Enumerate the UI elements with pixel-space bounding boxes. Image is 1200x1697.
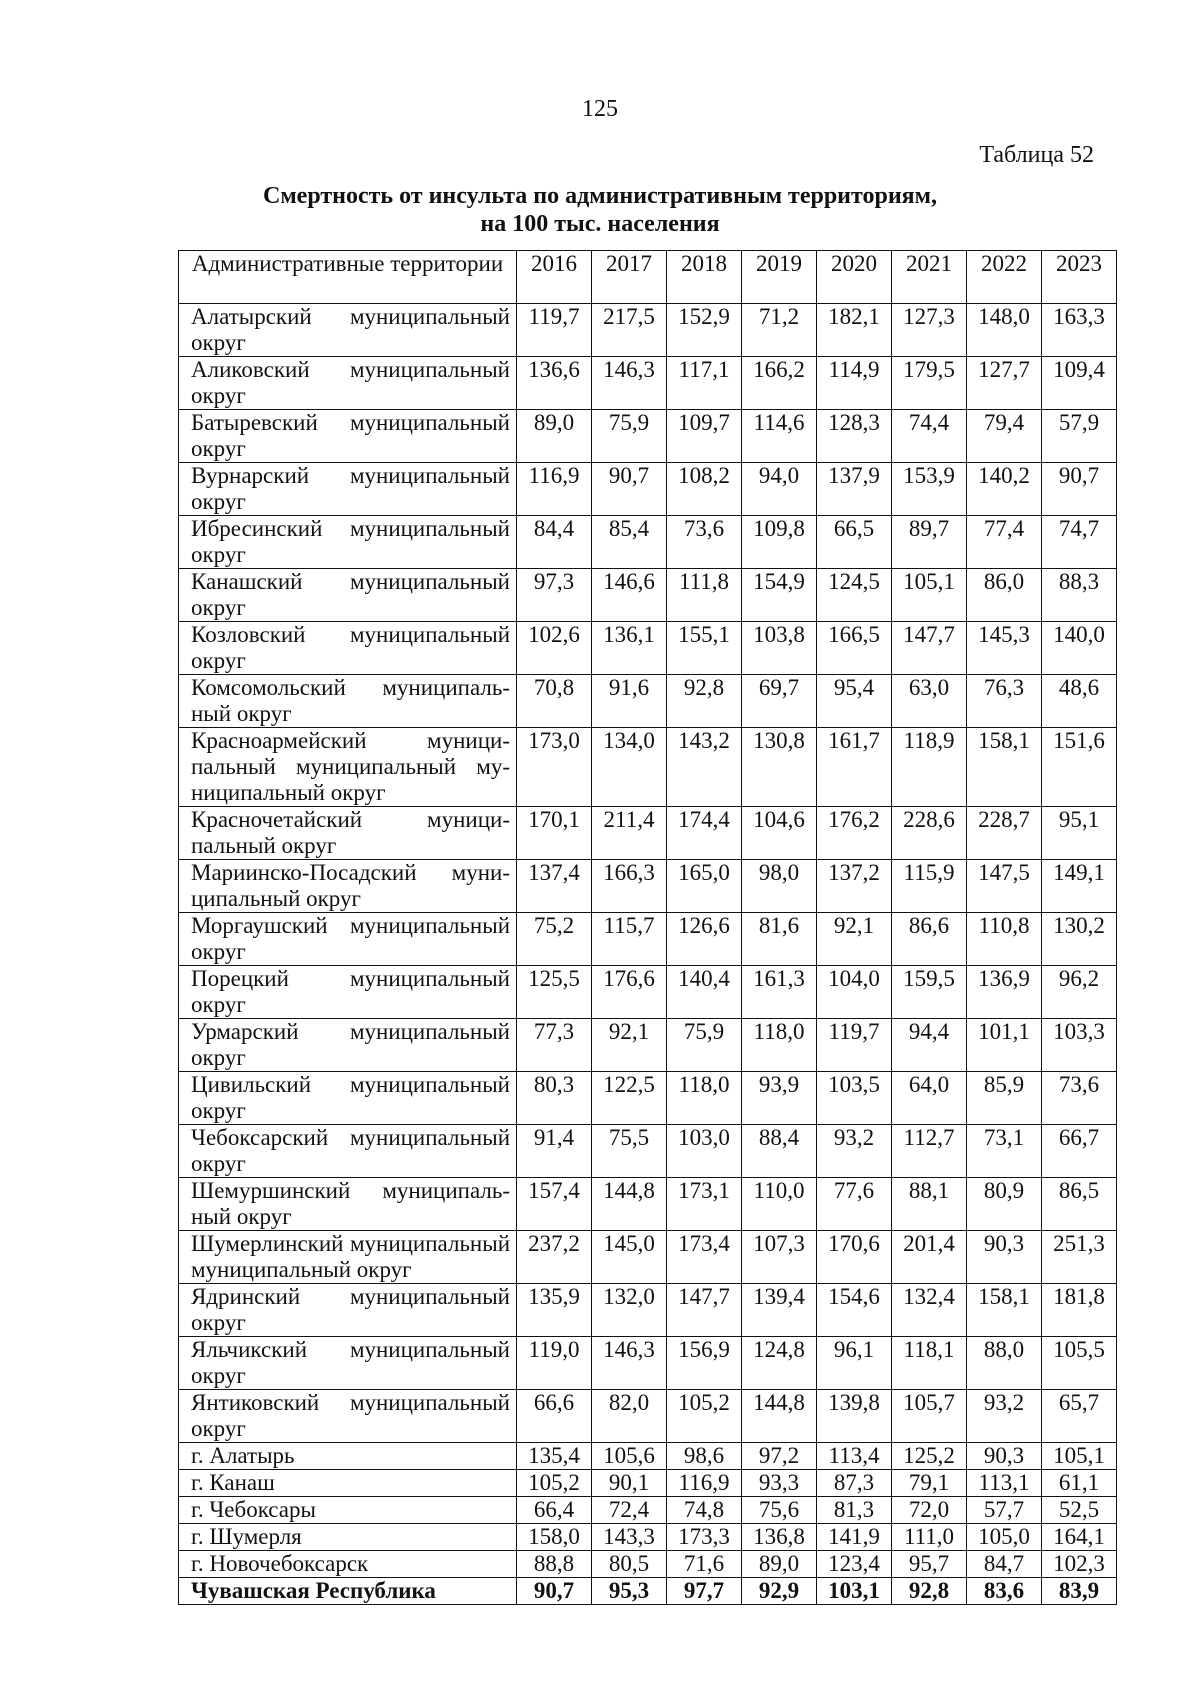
table-row — [179, 569, 1117, 622]
value-cell: 75,9 — [667, 1019, 742, 1072]
value-cell: 90,7 — [592, 463, 667, 516]
value-cell: 90,7 — [1042, 463, 1117, 516]
value-cell: 119,7 — [817, 1019, 892, 1072]
value-cell: 75,2 — [517, 913, 592, 966]
value-cell: 144,8 — [592, 1178, 667, 1231]
value-cell: 149,1 — [1042, 860, 1117, 913]
value-cell: 108,2 — [667, 463, 742, 516]
value-cell: 66,6 — [517, 1390, 592, 1443]
value-cell: 91,4 — [517, 1125, 592, 1178]
value-cell: 92,8 — [667, 675, 742, 728]
value-cell: 143,2 — [667, 728, 742, 807]
value-cell: 158,0 — [517, 1524, 592, 1551]
value-cell: 146,6 — [592, 569, 667, 622]
value-cell: 63,0 — [892, 675, 967, 728]
value-cell: 105,2 — [667, 1390, 742, 1443]
value-cell: 92,1 — [817, 913, 892, 966]
value-cell: 173,3 — [667, 1524, 742, 1551]
territory-name: Канашский муниципальный округ — [179, 569, 517, 622]
value-cell: 75,6 — [742, 1497, 817, 1524]
value-cell: 73,6 — [1042, 1072, 1117, 1125]
value-cell: 105,7 — [892, 1390, 967, 1443]
value-cell: 119,0 — [517, 1337, 592, 1390]
table-row — [179, 463, 1117, 516]
territory-name: Красночетайский муниципальный округ — [179, 807, 517, 860]
value-cell: 182,1 — [817, 304, 892, 357]
territory-name: Урмарский муниципальный округ — [179, 1019, 517, 1072]
territory-name: Вурнарский муниципальный округ — [179, 463, 517, 516]
value-cell: 105,5 — [1042, 1337, 1117, 1390]
value-cell: 173,1 — [667, 1178, 742, 1231]
value-cell: 92,8 — [892, 1578, 967, 1605]
value-cell: 157,4 — [517, 1178, 592, 1231]
value-cell: 116,9 — [667, 1470, 742, 1497]
value-cell: 115,7 — [592, 913, 667, 966]
table-row — [179, 675, 1117, 728]
table-row — [179, 304, 1117, 357]
value-cell: 176,6 — [592, 966, 667, 1019]
value-cell: 152,9 — [667, 304, 742, 357]
value-cell: 237,2 — [517, 1231, 592, 1284]
value-cell: 141,9 — [817, 1524, 892, 1551]
value-cell: 174,4 — [667, 807, 742, 860]
territory-name: г. Алатырь — [179, 1443, 517, 1470]
territory-name: г. Шумерля — [179, 1524, 517, 1551]
value-cell: 73,6 — [667, 516, 742, 569]
value-cell: 90,7 — [517, 1578, 592, 1605]
value-cell: 130,8 — [742, 728, 817, 807]
value-cell: 77,3 — [517, 1019, 592, 1072]
value-cell: 116,9 — [517, 463, 592, 516]
value-cell: 103,0 — [667, 1125, 742, 1178]
value-cell: 166,2 — [742, 357, 817, 410]
value-cell: 77,6 — [817, 1178, 892, 1231]
value-cell: 103,3 — [1042, 1019, 1117, 1072]
table-row — [179, 622, 1117, 675]
value-cell: 125,2 — [892, 1443, 967, 1470]
value-cell: 163,3 — [1042, 304, 1117, 357]
territory-name: Мариинско-Посадский муниципальный округ — [179, 860, 517, 913]
value-cell: 65,7 — [1042, 1390, 1117, 1443]
value-cell: 64,0 — [892, 1072, 967, 1125]
value-cell: 76,3 — [967, 675, 1042, 728]
value-cell: 109,4 — [1042, 357, 1117, 410]
table-row — [179, 1072, 1117, 1125]
value-cell: 92,9 — [742, 1578, 817, 1605]
value-cell: 97,3 — [517, 569, 592, 622]
table-row — [179, 1178, 1117, 1231]
table-row — [179, 913, 1117, 966]
value-cell: 137,2 — [817, 860, 892, 913]
territory-name: Ядринский муниципальный округ — [179, 1284, 517, 1337]
table-row — [179, 1551, 1117, 1578]
value-cell: 88,0 — [967, 1337, 1042, 1390]
table-row — [179, 1470, 1117, 1497]
value-cell: 153,9 — [892, 463, 967, 516]
value-cell: 164,1 — [1042, 1524, 1117, 1551]
value-cell: 110,0 — [742, 1178, 817, 1231]
mortality-table — [178, 250, 1117, 1605]
value-cell: 111,8 — [667, 569, 742, 622]
value-cell: 128,3 — [817, 410, 892, 463]
value-cell: 66,5 — [817, 516, 892, 569]
value-cell: 140,0 — [1042, 622, 1117, 675]
value-cell: 85,4 — [592, 516, 667, 569]
value-cell: 181,8 — [1042, 1284, 1117, 1337]
table-row — [179, 410, 1117, 463]
value-cell: 86,5 — [1042, 1178, 1117, 1231]
value-cell: 96,2 — [1042, 966, 1117, 1019]
value-cell: 77,4 — [967, 516, 1042, 569]
value-cell: 165,0 — [667, 860, 742, 913]
value-cell: 70,8 — [517, 675, 592, 728]
value-cell: 88,4 — [742, 1125, 817, 1178]
value-cell: 179,5 — [892, 357, 967, 410]
territory-name: Ибресинский муниципальный округ — [179, 516, 517, 569]
value-cell: 176,2 — [817, 807, 892, 860]
value-cell: 84,4 — [517, 516, 592, 569]
value-cell: 228,7 — [967, 807, 1042, 860]
value-cell: 94,0 — [742, 463, 817, 516]
value-cell: 83,9 — [1042, 1578, 1117, 1605]
value-cell: 173,0 — [517, 728, 592, 807]
value-cell: 136,8 — [742, 1524, 817, 1551]
value-cell: 74,4 — [892, 410, 967, 463]
value-cell: 140,2 — [967, 463, 1042, 516]
table-row — [179, 1524, 1117, 1551]
value-cell: 109,8 — [742, 516, 817, 569]
value-cell: 132,4 — [892, 1284, 967, 1337]
header-year: 2016 — [517, 251, 592, 304]
value-cell: 97,2 — [742, 1443, 817, 1470]
header-year: 2017 — [592, 251, 667, 304]
value-cell: 127,7 — [967, 357, 1042, 410]
territory-name: Красноармейский муниципальный муниципальный муниципальный округ — [179, 728, 517, 807]
table-row — [179, 1443, 1117, 1470]
table-row — [179, 1390, 1117, 1443]
value-cell: 91,6 — [592, 675, 667, 728]
value-cell: 90,1 — [592, 1470, 667, 1497]
value-cell: 83,6 — [967, 1578, 1042, 1605]
value-cell: 145,0 — [592, 1231, 667, 1284]
table-row — [179, 807, 1117, 860]
table-row — [179, 728, 1117, 807]
value-cell: 92,1 — [592, 1019, 667, 1072]
value-cell: 151,6 — [1042, 728, 1117, 807]
value-cell: 89,7 — [892, 516, 967, 569]
value-cell: 135,4 — [517, 1443, 592, 1470]
value-cell: 102,6 — [517, 622, 592, 675]
value-cell: 119,7 — [517, 304, 592, 357]
value-cell: 102,3 — [1042, 1551, 1117, 1578]
value-cell: 97,7 — [667, 1578, 742, 1605]
territory-name: Порецкий муниципальный округ — [179, 966, 517, 1019]
value-cell: 103,8 — [742, 622, 817, 675]
header-year: 2022 — [967, 251, 1042, 304]
value-cell: 170,6 — [817, 1231, 892, 1284]
value-cell: 146,3 — [592, 1337, 667, 1390]
value-cell: 166,5 — [817, 622, 892, 675]
value-cell: 93,9 — [742, 1072, 817, 1125]
value-cell: 101,1 — [967, 1019, 1042, 1072]
table-row — [179, 860, 1117, 913]
table-row — [179, 1497, 1117, 1524]
value-cell: 127,3 — [892, 304, 967, 357]
value-cell: 251,3 — [1042, 1231, 1117, 1284]
value-cell: 113,1 — [967, 1470, 1042, 1497]
value-cell: 118,0 — [667, 1072, 742, 1125]
value-cell: 74,8 — [667, 1497, 742, 1524]
value-cell: 124,8 — [742, 1337, 817, 1390]
value-cell: 139,8 — [817, 1390, 892, 1443]
value-cell: 104,0 — [817, 966, 892, 1019]
value-cell: 85,9 — [967, 1072, 1042, 1125]
territory-name: г. Чебоксары — [179, 1497, 517, 1524]
value-cell: 88,3 — [1042, 569, 1117, 622]
value-cell: 132,0 — [592, 1284, 667, 1337]
territory-name: Чебоксарский муниципальный округ — [179, 1125, 517, 1178]
value-cell: 93,2 — [817, 1125, 892, 1178]
value-cell: 93,3 — [742, 1470, 817, 1497]
total-row — [179, 1578, 1117, 1605]
value-cell: 96,1 — [817, 1337, 892, 1390]
title-line-2: на 100 тыс. населения — [480, 211, 720, 237]
value-cell: 147,5 — [967, 860, 1042, 913]
territory-name: г. Новочебоксарск — [179, 1551, 517, 1578]
value-cell: 81,6 — [742, 913, 817, 966]
value-cell: 156,9 — [667, 1337, 742, 1390]
value-cell: 81,3 — [817, 1497, 892, 1524]
value-cell: 136,6 — [517, 357, 592, 410]
value-cell: 173,4 — [667, 1231, 742, 1284]
value-cell: 72,0 — [892, 1497, 967, 1524]
value-cell: 82,0 — [592, 1390, 667, 1443]
header-row — [179, 251, 1117, 304]
value-cell: 95,1 — [1042, 807, 1117, 860]
value-cell: 136,1 — [592, 622, 667, 675]
value-cell: 105,2 — [517, 1470, 592, 1497]
header-year: 2018 — [667, 251, 742, 304]
value-cell: 155,1 — [667, 622, 742, 675]
value-cell: 90,3 — [967, 1231, 1042, 1284]
value-cell: 159,5 — [892, 966, 967, 1019]
value-cell: 105,6 — [592, 1443, 667, 1470]
value-cell: 158,1 — [967, 728, 1042, 807]
value-cell: 122,5 — [592, 1072, 667, 1125]
territory-name: г. Канаш — [179, 1470, 517, 1497]
value-cell: 73,1 — [967, 1125, 1042, 1178]
value-cell: 158,1 — [967, 1284, 1042, 1337]
value-cell: 72,4 — [592, 1497, 667, 1524]
value-cell: 118,0 — [742, 1019, 817, 1072]
value-cell: 80,3 — [517, 1072, 592, 1125]
value-cell: 74,7 — [1042, 516, 1117, 569]
value-cell: 66,7 — [1042, 1125, 1117, 1178]
value-cell: 161,7 — [817, 728, 892, 807]
value-cell: 139,4 — [742, 1284, 817, 1337]
value-cell: 84,7 — [967, 1551, 1042, 1578]
value-cell: 146,3 — [592, 357, 667, 410]
value-cell: 88,8 — [517, 1551, 592, 1578]
value-cell: 52,5 — [1042, 1497, 1117, 1524]
value-cell: 161,3 — [742, 966, 817, 1019]
value-cell: 98,6 — [667, 1443, 742, 1470]
value-cell: 90,3 — [967, 1443, 1042, 1470]
table-row — [179, 966, 1117, 1019]
value-cell: 89,0 — [742, 1551, 817, 1578]
value-cell: 109,7 — [667, 410, 742, 463]
value-cell: 154,6 — [817, 1284, 892, 1337]
value-cell: 86,0 — [967, 569, 1042, 622]
value-cell: 144,8 — [742, 1390, 817, 1443]
value-cell: 75,5 — [592, 1125, 667, 1178]
territory-name: Янтиковский муниципальный округ — [179, 1390, 517, 1443]
header-territory: Административные территории — [179, 251, 517, 304]
header-year: 2023 — [1042, 251, 1117, 304]
value-cell: 114,6 — [742, 410, 817, 463]
table-row — [179, 357, 1117, 410]
value-cell: 48,6 — [1042, 675, 1117, 728]
value-cell: 130,2 — [1042, 913, 1117, 966]
value-cell: 71,2 — [742, 304, 817, 357]
value-cell: 114,9 — [817, 357, 892, 410]
value-cell: 94,4 — [892, 1019, 967, 1072]
value-cell: 71,6 — [667, 1551, 742, 1578]
value-cell: 134,0 — [592, 728, 667, 807]
value-cell: 93,2 — [967, 1390, 1042, 1443]
value-cell: 115,9 — [892, 860, 967, 913]
value-cell: 87,3 — [817, 1470, 892, 1497]
value-cell: 98,0 — [742, 860, 817, 913]
value-cell: 140,4 — [667, 966, 742, 1019]
value-cell: 95,4 — [817, 675, 892, 728]
title-line-1: Смертность от инсульта по административным территориям, — [262, 183, 937, 209]
value-cell: 124,5 — [817, 569, 892, 622]
value-cell: 147,7 — [892, 622, 967, 675]
value-cell: 166,3 — [592, 860, 667, 913]
value-cell: 57,7 — [967, 1497, 1042, 1524]
value-cell: 113,4 — [817, 1443, 892, 1470]
territory-name: Цивильский муниципальный округ — [179, 1072, 517, 1125]
value-cell: 137,4 — [517, 860, 592, 913]
value-cell: 89,0 — [517, 410, 592, 463]
value-cell: 135,9 — [517, 1284, 592, 1337]
value-cell: 105,1 — [892, 569, 967, 622]
header-year: 2021 — [892, 251, 967, 304]
value-cell: 112,7 — [892, 1125, 967, 1178]
value-cell: 105,1 — [1042, 1443, 1117, 1470]
territory-name: Аликовский муниципальный округ — [179, 357, 517, 410]
value-cell: 145,3 — [967, 622, 1042, 675]
table-row — [179, 1337, 1117, 1390]
value-cell: 57,9 — [1042, 410, 1117, 463]
territory-name: Козловский муниципальный округ — [179, 622, 517, 675]
value-cell: 154,9 — [742, 569, 817, 622]
territory-name: Шемуршинский муниципальный округ — [179, 1178, 517, 1231]
value-cell: 126,6 — [667, 913, 742, 966]
table-row — [179, 1231, 1117, 1284]
value-cell: 228,6 — [892, 807, 967, 860]
value-cell: 88,1 — [892, 1178, 967, 1231]
value-cell: 201,4 — [892, 1231, 967, 1284]
value-cell: 217,5 — [592, 304, 667, 357]
value-cell: 147,7 — [667, 1284, 742, 1337]
value-cell: 86,6 — [892, 913, 967, 966]
table-body — [179, 304, 1117, 1605]
header-year: 2020 — [817, 251, 892, 304]
value-cell: 170,1 — [517, 807, 592, 860]
territory-name: Чувашская Республика — [179, 1578, 517, 1605]
value-cell: 118,9 — [892, 728, 967, 807]
value-cell: 75,9 — [592, 410, 667, 463]
value-cell: 69,7 — [742, 675, 817, 728]
territory-name: Алатырский муниципальный округ — [179, 304, 517, 357]
value-cell: 148,0 — [967, 304, 1042, 357]
value-cell: 79,1 — [892, 1470, 967, 1497]
value-cell: 118,1 — [892, 1337, 967, 1390]
value-cell: 95,7 — [892, 1551, 967, 1578]
value-cell: 80,9 — [967, 1178, 1042, 1231]
value-cell: 117,1 — [667, 357, 742, 410]
territory-name: Батыревский муниципальный округ — [179, 410, 517, 463]
value-cell: 123,4 — [817, 1551, 892, 1578]
value-cell: 103,1 — [817, 1578, 892, 1605]
value-cell: 110,8 — [967, 913, 1042, 966]
value-cell: 104,6 — [742, 807, 817, 860]
value-cell: 143,3 — [592, 1524, 667, 1551]
table-row — [179, 1284, 1117, 1337]
value-cell: 61,1 — [1042, 1470, 1117, 1497]
value-cell: 107,3 — [742, 1231, 817, 1284]
territory-name: Яльчикский муниципальный округ — [179, 1337, 517, 1390]
value-cell: 103,5 — [817, 1072, 892, 1125]
territory-name: Моргаушский муниципальный округ — [179, 913, 517, 966]
value-cell: 80,5 — [592, 1551, 667, 1578]
value-cell: 105,0 — [967, 1524, 1042, 1551]
table-number: Таблица 52 — [979, 142, 1094, 168]
value-cell: 95,3 — [592, 1578, 667, 1605]
territory-name: Комсомольский муниципальный округ — [179, 675, 517, 728]
value-cell: 136,9 — [967, 966, 1042, 1019]
table-row — [179, 516, 1117, 569]
value-cell: 137,9 — [817, 463, 892, 516]
table-row — [179, 1019, 1117, 1072]
table-row — [179, 1125, 1117, 1178]
value-cell: 79,4 — [967, 410, 1042, 463]
value-cell: 66,4 — [517, 1497, 592, 1524]
value-cell: 125,5 — [517, 966, 592, 1019]
value-cell: 111,0 — [892, 1524, 967, 1551]
territory-name: Шумерлинский муниципальный муниципальный округ — [179, 1231, 517, 1284]
header-year: 2019 — [742, 251, 817, 304]
page-number: 125 — [582, 96, 618, 122]
value-cell: 211,4 — [592, 807, 667, 860]
table-title — [0, 182, 1200, 238]
